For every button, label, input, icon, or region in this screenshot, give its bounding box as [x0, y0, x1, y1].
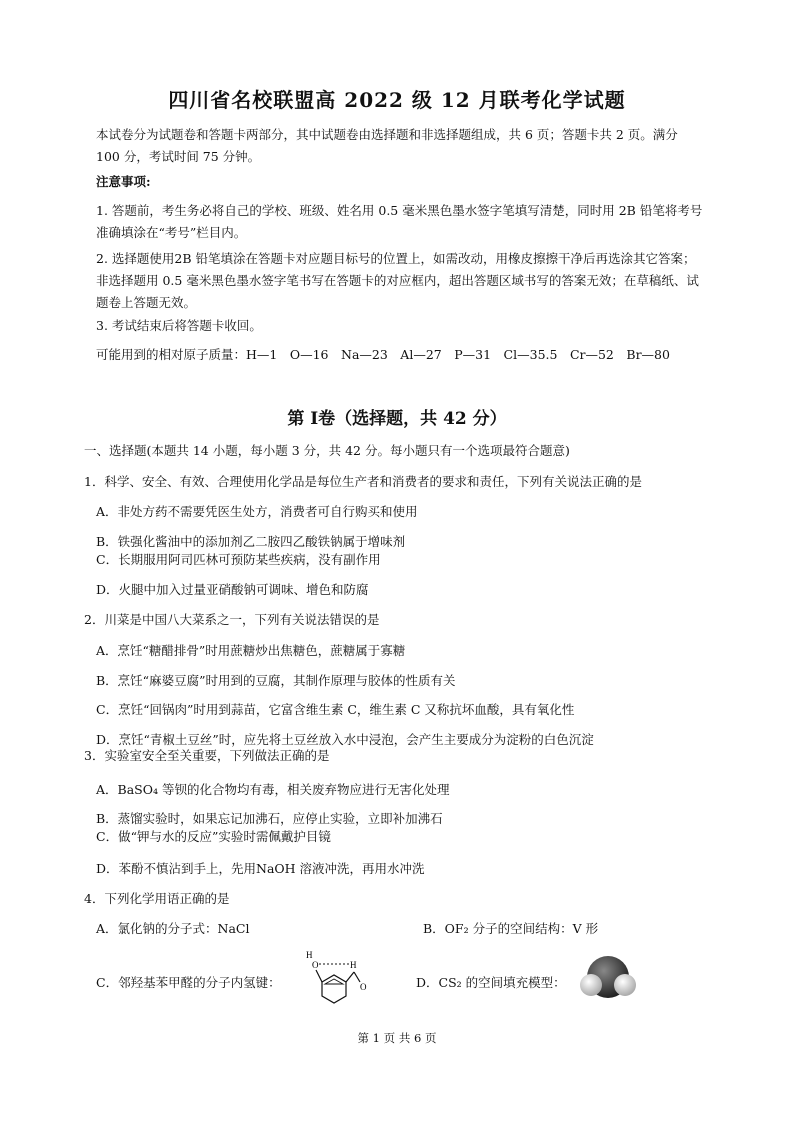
question-1-option-b: B．铁强化酱油中的添加剂乙二胺四乙酸铁钠属于增味剂 [96, 534, 406, 549]
benzene-inner-bond [325, 979, 343, 984]
atomic-masses: 可能用到的相对原子质量：H—1 O—16 Na—23 Al—27 P—31 Cl—35.5 Cr—52 Br—80 [96, 347, 670, 362]
question-2-stem: 2．川菜是中国八大菜系之一，下列有关说法错误的是 [84, 612, 380, 627]
question-3-option-b: B．蒸馏实验时，如果忘记加沸石，应停止实验，立即补加沸石 [96, 811, 443, 826]
page-footer: 第 1 页 共 6 页 [357, 1031, 437, 1045]
hydrogen-label-1: H [306, 950, 313, 960]
notice-item-1: 1. 答题前，考生务必将自己的学校、班级、姓名用 0.5 毫米黑色墨水签字笔填写清楚，同时用 2B 铅笔将考号准确填涂在“考号”栏目内。 [96, 203, 703, 240]
question-4-option-a: A．氯化钠的分子式：NaCl [96, 921, 250, 936]
question-4-option-c: C．邻羟基苯甲醛的分子内氢键： [96, 975, 281, 990]
question-2-option-d: D．烹饪“青椒土豆丝”时，应先将土豆丝放入水中浸泡，会产生主要成分为淀粉的白色沉淀 [96, 732, 594, 747]
exam-title: 四川省名校联盟高 2022 级 12 月联考化学试题 [168, 88, 626, 112]
section-intro: 一、选择题(本题共 14 小题，每小题 3 分，共 42 分。每小题只有一个选项最符合题意) [84, 443, 570, 458]
question-1-option-d: D．火腿中加入过量亚硝酸钠可调味、增色和防腐 [96, 582, 369, 597]
oxygen-label-2: O [360, 982, 367, 992]
question-1-stem: 1．科学、安全、有效、合理使用化学品是每位生产者和消费者的要求和责任，下列有关说法正确的是 [84, 474, 642, 489]
question-1-option-a: A．非处方药不需要凭医生处方，消费者可自行购买和使用 [96, 504, 418, 519]
question-2-option-b: B．烹饪“麻婆豆腐”时用到的豆腐，其制作原理与胶体的性质有关 [96, 673, 456, 688]
question-3-option-a: A．BaSO₄ 等钡的化合物均有毒，相关废弃物应进行无害化处理 [96, 782, 450, 797]
question-3-option-c: C．做“钾与水的反应”实验时需佩戴护目镜 [96, 829, 331, 844]
notice-item-2: 2. 选择题使用2B 铅笔填涂在答题卡对应题目标号的位置上，如需改动，用橡皮擦擦干净后再选涂其它答案；非选择题用 0.5 毫米黑色墨水签字笔书写在答题卡的对应框内，超出答题区域书写的答案无效；在草稿纸、试题卷上答题无效。 [96, 251, 699, 310]
question-4-option-d: D．CS₂ 的空间填充模型： [416, 975, 566, 990]
left-atom-sphere [580, 974, 602, 996]
notice-item-3: 3. 考试结束后将答题卡收回。 [96, 318, 262, 333]
hydrogen-label-2: H [350, 960, 357, 970]
section-title: 第 Ⅰ卷（选择题，共 42 分） [287, 409, 507, 429]
oxygen-label-1: O [312, 960, 319, 970]
oh-bond [316, 970, 322, 982]
question-3-option-d: D．苯酚不慎沾到手上，先用NaOH 溶液冲洗，再用水冲洗 [96, 861, 425, 876]
question-1-option-c: C．长期服用阿司匹林可预防某些疾病，没有副作用 [96, 552, 381, 567]
cho-bond [346, 972, 354, 982]
hydrogen-bond-structure-figure [302, 948, 372, 1008]
right-atom-sphere [614, 974, 636, 996]
question-4-stem: 4．下列化学用语正确的是 [84, 891, 230, 906]
question-3-stem: 3．实验室安全至关重要，下列做法正确的是 [84, 748, 330, 763]
question-4-option-b: B．OF₂ 分子的空间结构：V 形 [423, 921, 599, 936]
cs2-space-filling-model [578, 955, 638, 1001]
carbonyl-bond [354, 972, 360, 982]
question-2-option-a: A．烹饪“糖醋排骨”时用蔗糖炒出焦糖色，蔗糖属于寡糖 [96, 643, 406, 658]
question-2-option-c: C．烹饪“回锅肉”时用到蒜苗，它富含维生素 C，维生素 C 又称抗坏血酸，具有氧化性 [96, 702, 575, 717]
notice-heading: 注意事项: [96, 174, 151, 189]
exam-intro: 本试卷分为试题卷和答题卡两部分，其中试题卷由选择题和非选择题组成，共 6 页；答题卡共 2 页。满分 100 分，考试时间 75 分钟。 [96, 127, 678, 164]
